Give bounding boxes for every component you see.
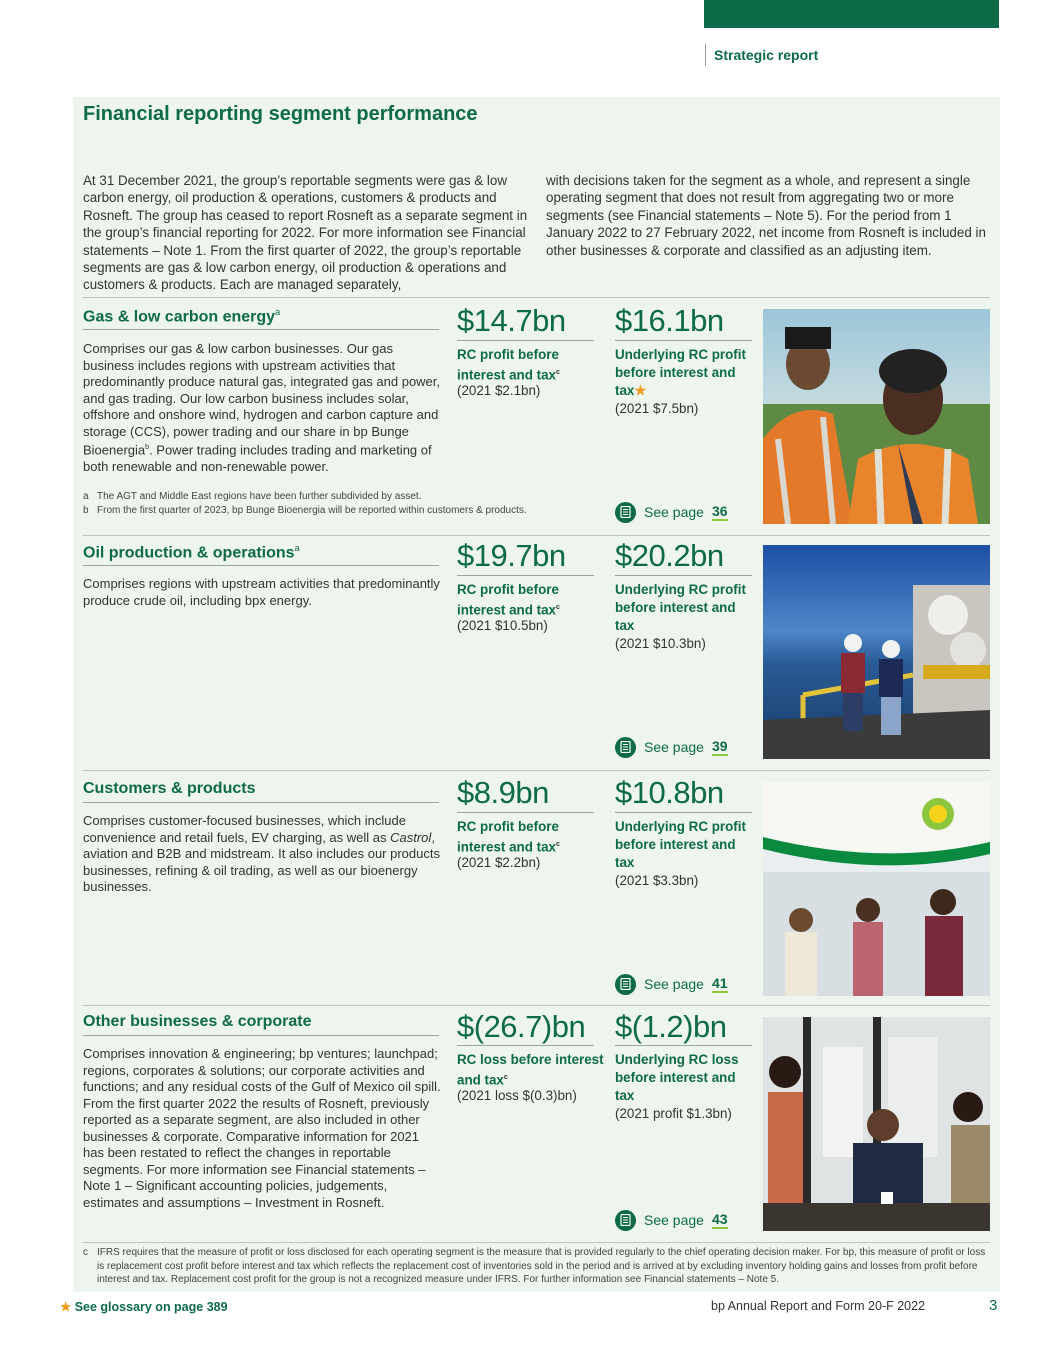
document-icon bbox=[615, 1210, 636, 1231]
metric-rule bbox=[615, 1045, 752, 1046]
rc-loss-prior-year: (2021 loss $(0.3)bn) bbox=[457, 1088, 577, 1103]
glossary-star-icon: ★ bbox=[634, 383, 647, 398]
report-name: bp Annual Report and Form 20-F 2022 bbox=[711, 1299, 926, 1313]
underlying-rc-profit-prior-year: (2021 $3.3bn) bbox=[615, 873, 699, 888]
page-number: 3 bbox=[989, 1297, 998, 1314]
rc-profit-label: RC profit before interest and tax$^c$ bbox=[457, 819, 560, 855]
photo-offshore-platform bbox=[763, 545, 990, 759]
rc-profit-prior-year: (2021 $2.2bn) bbox=[457, 855, 541, 870]
section-divider bbox=[83, 1005, 990, 1006]
rc-loss-label: RC loss before interest and tax$^c$ bbox=[457, 1052, 604, 1088]
photo-office-team bbox=[763, 1017, 990, 1231]
document-icon bbox=[615, 974, 636, 995]
rc-profit-label: RC profit before interest and tax$^c$ bbox=[457, 347, 560, 383]
underlying-rc-loss-value: $(1.2)bn bbox=[615, 1009, 727, 1044]
segment-title-rule bbox=[83, 565, 439, 566]
rc-profit-value: $14.7bn bbox=[457, 303, 566, 338]
underlying-rc-profit-value: $20.2bn bbox=[615, 538, 724, 573]
rc-profit-prior-year: (2021 $10.5bn) bbox=[457, 618, 548, 633]
segment-description: Comprises our gas & low carbon businesses. Our gas business includes regions with upstream activities that predominantly produce natural gas, integrated gas and power, and gas trading. Our low carbon business includes solar, offshore and onshore wind, hydrogen and carbon capture and storage (CCS), power trading and our share in bp Bunge Bioenergia$^b$. Power trading includes trading and marketing of both renewable and non-renewable power. bbox=[83, 341, 441, 474]
underlying-rc-profit-prior-year: (2021 $10.3bn) bbox=[615, 636, 706, 651]
segment-title-rule bbox=[83, 1035, 439, 1036]
rc-profit-label: RC profit before interest and tax$^c$ bbox=[457, 582, 560, 618]
section-divider bbox=[83, 535, 990, 536]
segment-title: Customers & products bbox=[83, 780, 256, 797]
underlying-rc-profit-prior-year: (2021 $7.5bn) bbox=[615, 401, 699, 416]
segment-description: Comprises regions with upstream activities that predominantly produce crude oil, including bpx energy. bbox=[83, 576, 440, 608]
see-page-link[interactable]: See page 41 bbox=[615, 973, 728, 995]
segment-title-rule bbox=[83, 329, 439, 330]
segment-title-rule bbox=[83, 802, 439, 803]
metric-rule bbox=[457, 812, 594, 813]
photo-workers-on-site bbox=[763, 309, 990, 524]
metric-rule bbox=[615, 575, 752, 576]
footnote-a: a The AGT and Middle East regions have been further subdivided by asset. bbox=[83, 491, 422, 502]
metric-rule bbox=[615, 812, 752, 813]
rc-profit-prior-year: (2021 $2.1bn) bbox=[457, 383, 541, 398]
underlying-rc-profit-value: $16.1bn bbox=[615, 303, 724, 338]
footnote-b: b From the first quarter of 2023, bp Bunge Bioenergia will be reported within customers & products. bbox=[83, 505, 527, 516]
header-bar bbox=[704, 0, 999, 28]
glossary-star-icon: ★ bbox=[60, 1300, 72, 1314]
glossary-link[interactable]: ★ See glossary on page 389 bbox=[60, 1300, 228, 1314]
metric-rule bbox=[457, 1045, 594, 1046]
photo-service-station bbox=[763, 782, 990, 996]
underlying-rc-loss-prior-year: (2021 profit $1.3bn) bbox=[615, 1106, 732, 1121]
page-title: Financial reporting segment performance bbox=[83, 103, 478, 125]
underlying-rc-profit-label: Underlying RC profit before interest and tax bbox=[615, 582, 746, 633]
section-label: Strategic report bbox=[705, 44, 818, 66]
rc-profit-value: $19.7bn bbox=[457, 538, 566, 573]
document-icon bbox=[615, 737, 636, 758]
metric-rule bbox=[457, 575, 594, 576]
underlying-rc-profit-label: Underlying RC profit before interest and tax★ bbox=[615, 347, 746, 398]
metric-rule bbox=[457, 340, 594, 341]
intro-left-column: At 31 December 2021, the group’s reportable segments were gas & low carbon energy, oil production & operations, customers & products and Rosneft. The group has ceased to report Rosneft as a separate segment in the group’s financial reporting for 2022. For more information see Financial statements – Note 1. From the first quarter of 2022, the group’s reportable segments are gas & low carbon energy, oil production & operations and customers & products. Each are managed separately, bbox=[83, 173, 528, 293]
segment-description: Comprises customer-focused businesses, which include convenience and retail fuels, EV charging, as well as Castrol, aviation and B2B and midstream. It also includes our products businesses, refining & oil trading, as well as our bioenergy businesses. bbox=[83, 813, 440, 894]
segment-title: Gas & low carbon energy$^a$ bbox=[83, 307, 281, 326]
rc-profit-value: $8.9bn bbox=[457, 775, 549, 810]
see-page-link[interactable]: See page 39 bbox=[615, 736, 728, 758]
segment-title: Other businesses & corporate bbox=[83, 1013, 312, 1030]
see-page-link[interactable]: See page 43 bbox=[615, 1209, 728, 1231]
intro-right-column: with decisions taken for the segment as a whole, and represent a single operating segment that does not result from aggregating two or more segments (see Financial statements – Note 5). For the period from 1 January 2022 to 27 February 2022, net income from Rosneft is included in other businesses & corporate and classified as an adjusting item. bbox=[546, 173, 986, 258]
section-divider bbox=[83, 297, 990, 298]
see-page-link[interactable]: See page 36 bbox=[615, 501, 728, 523]
section-divider bbox=[83, 770, 990, 771]
underlying-rc-profit-label: Underlying RC profit before interest and tax bbox=[615, 819, 746, 870]
section-divider bbox=[83, 1242, 990, 1243]
metric-rule bbox=[615, 340, 752, 341]
segment-description: Comprises innovation & engineering; bp ventures; launchpad; regions, corporates & solutions; our corporate activities and functions; and any residual costs of the Gulf of Mexico oil spill. From the first quarter 2022 the results of Rosneft, previously reported as a separate segment, are also included in other businesses & corporate. Comparative information for 2021 has been restated to reflect the changes in reportable segments. For more information see Financial statements – Note 1 – Significant accounting policies, judgements, estimates and assumptions – Investment in Rosneft. bbox=[83, 1046, 441, 1210]
document-icon bbox=[615, 502, 636, 523]
underlying-rc-profit-value: $10.8bn bbox=[615, 775, 724, 810]
rc-loss-value: $(26.7)bn bbox=[457, 1009, 586, 1044]
footnote-c: c IFRS requires that the measure of profit or loss disclosed for each operating segment is the measure that is provided regularly to the chief operating decision maker. For bp, this measure of profit or loss is replacement cost profit before interest and tax which reflects the replacement cost of inventories sold in the period and is arrived at by excluding inventory holding gains and losses from profit before interest and tax. Replacement cost profit for the group is not a recognized measure under IFRS. For further information see Financial statements – Note 5. bbox=[83, 1247, 986, 1285]
underlying-rc-loss-label: Underlying RC loss before interest and tax bbox=[615, 1052, 739, 1103]
segment-title: Oil production & operations$^a$ bbox=[83, 543, 300, 562]
